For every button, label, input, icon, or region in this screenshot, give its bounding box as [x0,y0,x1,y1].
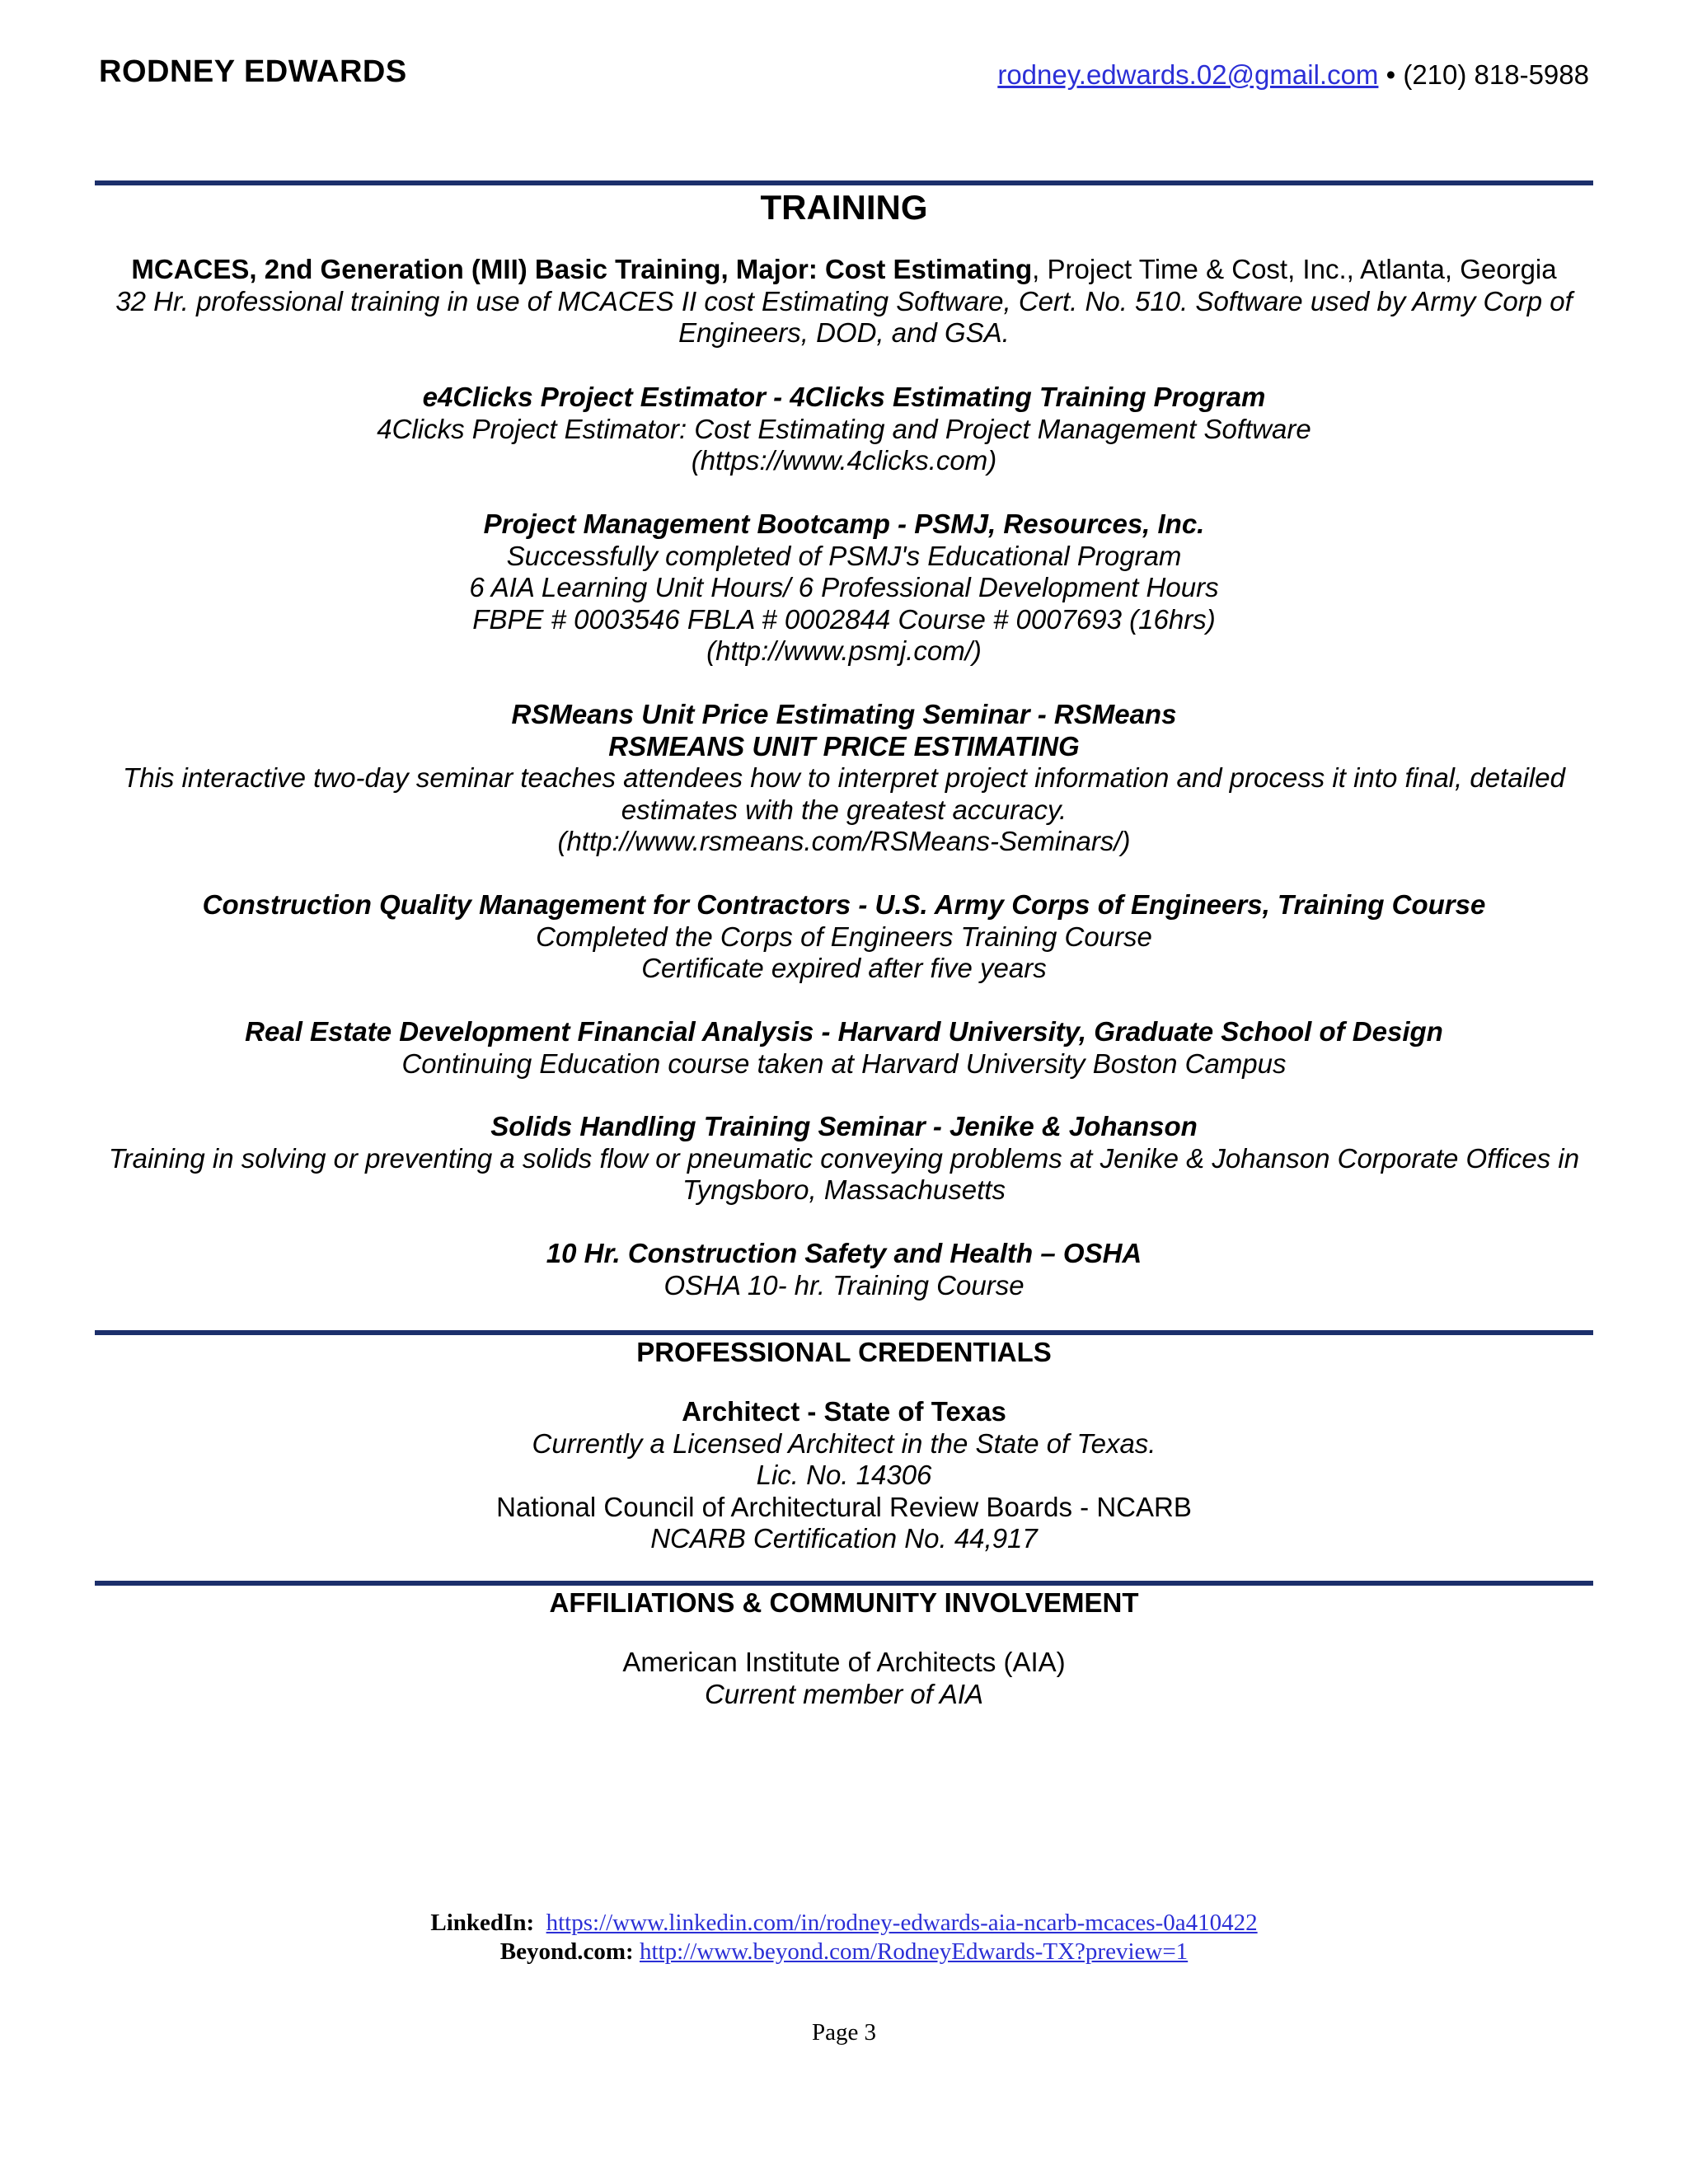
training-entry [99,509,1589,668]
credential-entry [99,1396,1589,1555]
training-entry [99,1111,1589,1207]
credential-heading: Architect - State of Texas [682,1396,1006,1427]
training-entry-line: OSHA 10- hr. Training Course [663,1269,1025,1301]
credential-certification: NCARB Certification No. 44,917 [650,1523,1038,1554]
email-link[interactable]: rodney.edwards.02@gmail.com [997,59,1379,90]
resume-name: RODNEY EDWARDS [99,54,407,89]
credential-license: Lic. No. 14306 [756,1460,932,1490]
training-entry [99,889,1589,985]
training-section-title: TRAINING [760,188,928,227]
training-entry-line: FBPE # 0003546 FBLA # 0002844 Course # 0007693 (16hrs) [472,603,1216,635]
training-entry [99,382,1589,477]
training-entry [99,254,1589,349]
training-entry-title: Construction Quality Management for Contractors - U.S. Army Corps of Engineers, Training Course [202,889,1486,920]
training-entry-line: Continuing Education course taken at Harvard University Boston Campus [401,1047,1287,1079]
section-divider [95,180,1593,185]
section-divider [95,1581,1593,1586]
training-entry-line: Completed the Corps of Engineers Training Course [536,921,1152,952]
training-entry-title: RSMeans Unit Price Estimating Seminar - RSMeans [511,699,1177,729]
affiliation-org: American Institute of Architects (AIA) [622,1647,1066,1677]
linkedin-label: LinkedIn: [430,1910,535,1936]
linkedin-row [0,1909,1688,1938]
credentials-section-title: PROFESSIONAL CREDENTIALS [636,1337,1052,1367]
training-entry-line: 32 Hr. professional training in use of MCACES II cost Estimating Software, Cert. No. 510. Software used by Army Corp of Engineers, DOD, and GSA. [115,285,1573,348]
training-entry [99,1238,1589,1301]
linkedin-link[interactable]: https://www.linkedin.com/in/rodney-edwards-aia-ncarb-mcaces-0a410422 [546,1910,1258,1936]
training-entry-line: Successfully completed of PSMJ's Educational Program [506,540,1182,571]
page-number: Page 3 [811,2019,877,2046]
contact-separator: • [1378,59,1404,90]
training-entry-line: (http://www.psmj.com/) [706,635,982,666]
training-entry-line: 6 AIA Learning Unit Hours/ 6 Professional Development Hours [469,572,1219,602]
affiliations-section-title: AFFILIATIONS & COMMUNITY INVOLVEMENT [549,1587,1139,1618]
training-entry-title: Solids Handling Training Seminar - Jenike & Johanson [490,1111,1198,1141]
training-entry-title: Project Management Bootcamp - PSMJ, Resources, Inc. [483,509,1205,539]
training-entry-line: 4Clicks Project Estimator: Cost Estimating and Project Management Software [377,413,1311,444]
affiliation-status: Current member of AIA [704,1678,984,1709]
training-entry-line: (https://www.4clicks.com) [691,445,997,476]
training-entry-line: Certificate expired after five years [641,953,1047,983]
training-entry-line: (http://www.rsmeans.com/RSMeans-Seminars/) [557,826,1131,856]
beyond-label: Beyond.com: [499,1938,634,1965]
training-entry-line: This interactive two-day seminar teaches attendees how to interpret project information and process it into final, detailed estimates with the greatest accuracy. [123,762,1565,825]
training-entry-subtitle: RSMEANS UNIT PRICE ESTIMATING [608,730,1080,762]
training-entry-title: e4Clicks Project Estimator - 4Clicks Estimating Training Program [422,382,1266,412]
training-entry-title: Real Estate Development Financial Analysis - Harvard University, Graduate School of Design [245,1016,1443,1047]
training-entry-heading: MCACES, 2nd Generation (MII) Basic Training, Major: Cost Estimating, Project Time & Cost, Inc., Atlanta, Georgia [131,254,1557,284]
training-entry [99,1016,1589,1080]
profile-links [0,1909,1688,1966]
credential-organization: National Council of Architectural Review Boards - NCARB [496,1491,1192,1522]
contact-info [997,59,1589,91]
training-entry-line: Training in solving or preventing a solids flow or pneumatic conveying problems at Jenike & Johanson Corporate Offices in Tyngsboro, Massachusetts [108,1142,1580,1205]
affiliation-entry [99,1647,1589,1710]
beyond-link[interactable]: http://www.beyond.com/RodneyEdwards-TX?preview=1 [639,1938,1189,1965]
beyond-row [0,1938,1688,1966]
phone-number: (210) 818-5988 [1403,59,1589,90]
training-entry-title: 10 Hr. Construction Safety and Health – OSHA [546,1238,1142,1268]
training-entry [99,699,1589,858]
section-divider [95,1330,1593,1335]
credential-line: Currently a Licensed Architect in the State of Texas. [532,1427,1156,1459]
